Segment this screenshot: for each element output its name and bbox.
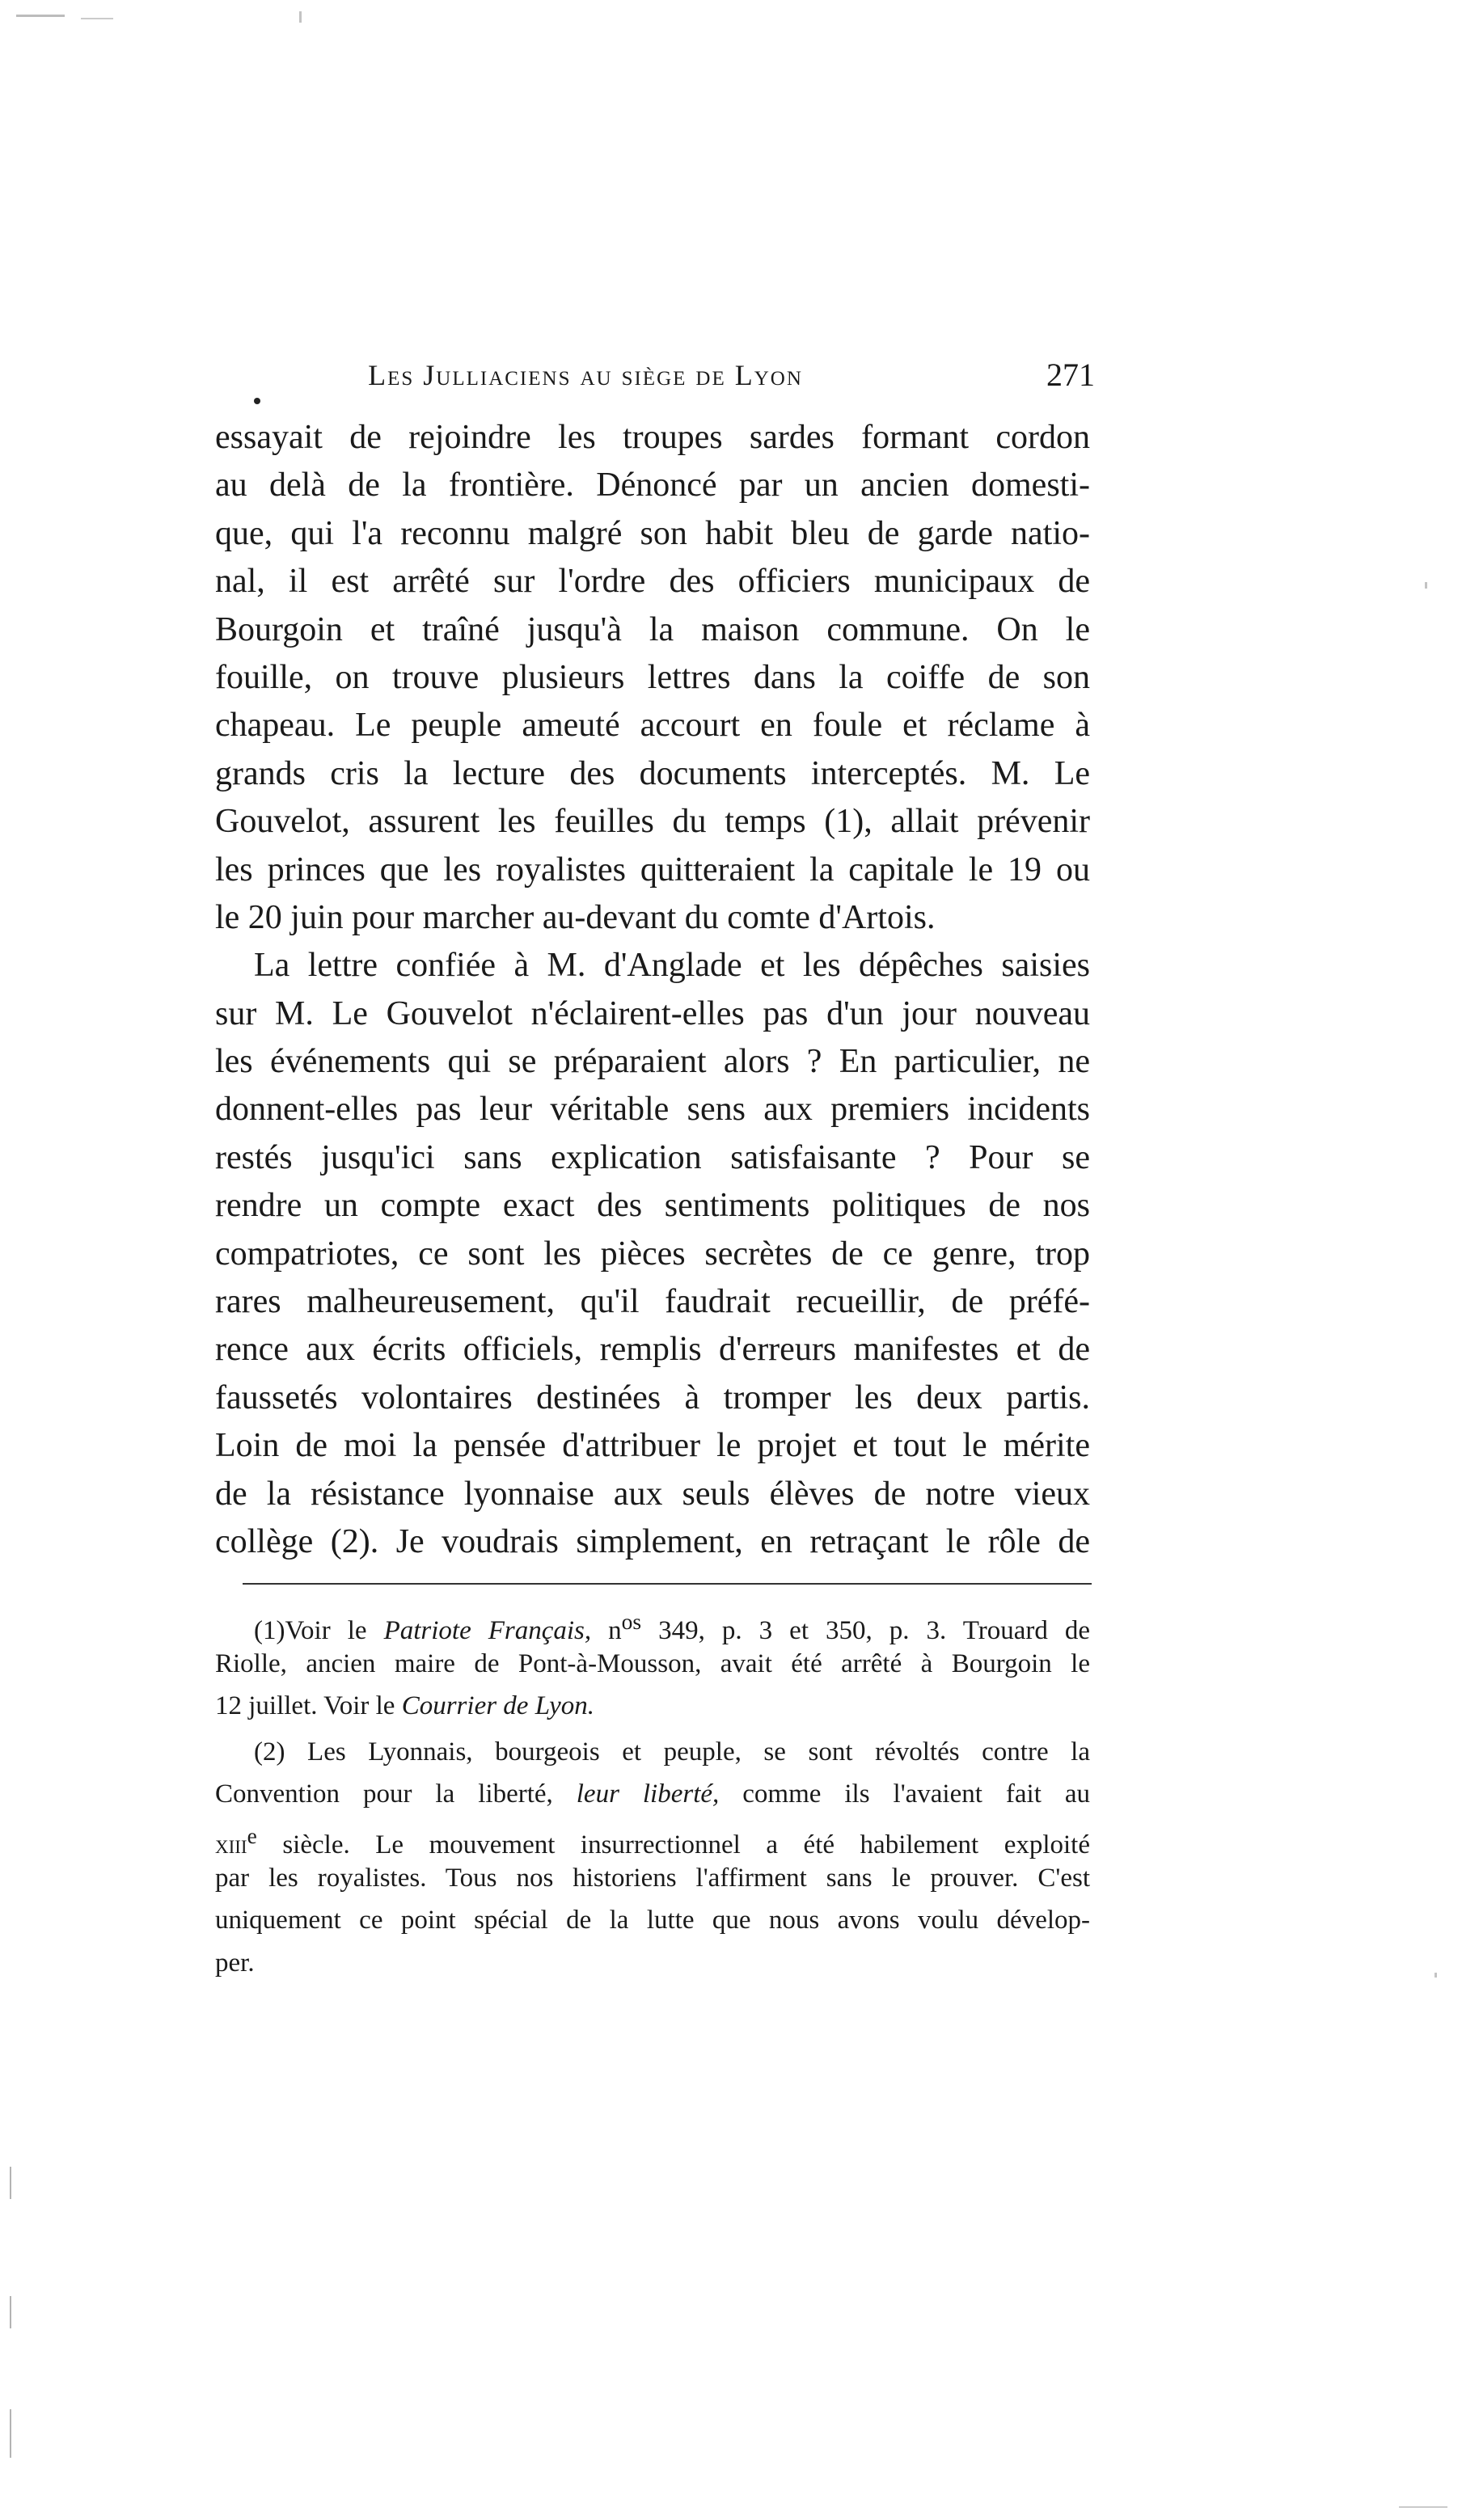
text-line: sur M. Le Gouvelot n'éclairent-elles pas d'un jour nouveau <box>215 994 1090 1032</box>
text-line: La lettre confiée à M. d'Anglade et les dépêches saisies <box>254 947 1090 985</box>
text-line: au delà de la frontière. Dénoncé par un ancien domesti- <box>215 466 1090 504</box>
text-line: donnent-elles pas leur véritable sens aux premiers incidents <box>215 1091 1090 1129</box>
text-line: restés jusqu'ici sans explication satisfaisante ? Pour se <box>215 1138 1090 1176</box>
text-line: Bourgoin et traîné jusqu'à la maison commune. On le <box>215 610 1090 648</box>
emphasis: leur liberté, <box>576 1779 720 1809</box>
footnote-1-line: 12 juillet. Voir le Courrier de Lyon. <box>215 1691 594 1721</box>
text-line: les événements qui se préparaient alors ? En particulier, ne <box>215 1043 1090 1081</box>
running-title: Les Julliaciens au siège de Lyon <box>368 359 803 391</box>
cited-title: Patriote Français, <box>383 1616 592 1645</box>
scan-speck <box>10 2167 11 2199</box>
footnote-2-line: par les royalistes. Tous nos historiens l'affirment sans le prouver. C'est <box>215 1864 1090 1893</box>
scan-speck <box>10 2296 11 2328</box>
text-line: collège (2). Je voudrais simplement, en retraçant le rôle de <box>215 1522 1090 1560</box>
text-line: faussetés volontaires destinées à tromper les deux partis. <box>215 1378 1090 1416</box>
footnotes <box>215 1601 1090 1984</box>
running-head <box>213 352 1095 401</box>
ink-dot <box>254 398 260 404</box>
body-text <box>215 414 1090 1566</box>
text-line: Loin de moi la pensée d'attribuer le projet et tout le mérite <box>215 1427 1090 1465</box>
footnote-2-line: xiii$^e$ siècle. Le mouvement insurrectionnel a été habilement exploité <box>215 1822 1090 1859</box>
scan-speck <box>81 18 113 19</box>
text-line: les princes que les royalistes quitteraient la capitale le 19 ou <box>215 851 1090 889</box>
scan-speck <box>1425 582 1427 589</box>
text-line: nal, il est arrêté sur l'ordre des officiers municipaux de <box>215 563 1090 601</box>
text-line: chapeau. Le peuple ameuté accourt en foule et réclame à <box>215 707 1090 745</box>
text-line: fouille, on trouve plusieurs lettres dans la coiffe de son <box>215 658 1090 696</box>
footnote-2-line: Convention pour la liberté, leur liberté, comme ils l'avaient fait au <box>215 1779 1090 1809</box>
footnote-1-line: Riolle, ancien maire de Pont-à-Mousson, avait été arrêté à Bourgoin le <box>215 1649 1090 1679</box>
text-line: de la résistance lyonnaise aux seuls élèves de notre vieux <box>215 1475 1090 1513</box>
text-line: le 20 juin pour marcher au-devant du comte d'Artois. <box>215 898 936 936</box>
scan-speck <box>16 15 65 17</box>
text-line: rendre un compte exact des sentiments politiques de nos <box>215 1187 1090 1225</box>
footnote-2-line: per. <box>215 1948 255 1978</box>
text-line: rares malheureusement, qu'il faudrait recueillir, de préfé- <box>215 1283 1090 1321</box>
text-line: grands cris la lecture des documents interceptés. M. Le <box>215 754 1090 792</box>
scan-speck <box>1435 1973 1437 1978</box>
text-line: Gouvelot, assurent les feuilles du temps (1), allait prévenir <box>215 803 1090 841</box>
scan-speck <box>10 2409 11 2458</box>
text-line: essayait de rejoindre les troupes sardes formant cordon <box>215 419 1090 456</box>
scan-speck <box>299 11 302 23</box>
cited-title: Courrier de Lyon. <box>401 1691 594 1721</box>
footnote-2-line: (2) Les Lyonnais, bourgeois et peuple, se sont révoltés contre la <box>254 1737 1090 1767</box>
text-line: rence aux écrits officiels, remplis d'erreurs manifestes et de <box>215 1331 1090 1369</box>
footnote-1-line: (1)Voir le Patriote Français, $n^{os}$ 349, p. 3 et 350, p. 3. Trouard de <box>254 1609 1090 1645</box>
footnote-rule <box>243 1583 1092 1585</box>
text-line: que, qui l'a reconnu malgré son habit bleu de garde natio- <box>215 514 1090 552</box>
century-numeral: xiii <box>215 1830 247 1859</box>
page-number: 271 <box>1046 357 1095 393</box>
footnote-2-line: uniquement ce point spécial de la lutte que nous avons voulu dévelop- <box>215 1906 1090 1935</box>
text-line: compatriotes, ce sont les pièces secrètes de ce genre, trop <box>215 1235 1090 1273</box>
footnote-marker: (1) <box>254 1616 285 1645</box>
scan-speck <box>1399 2506 1447 2508</box>
